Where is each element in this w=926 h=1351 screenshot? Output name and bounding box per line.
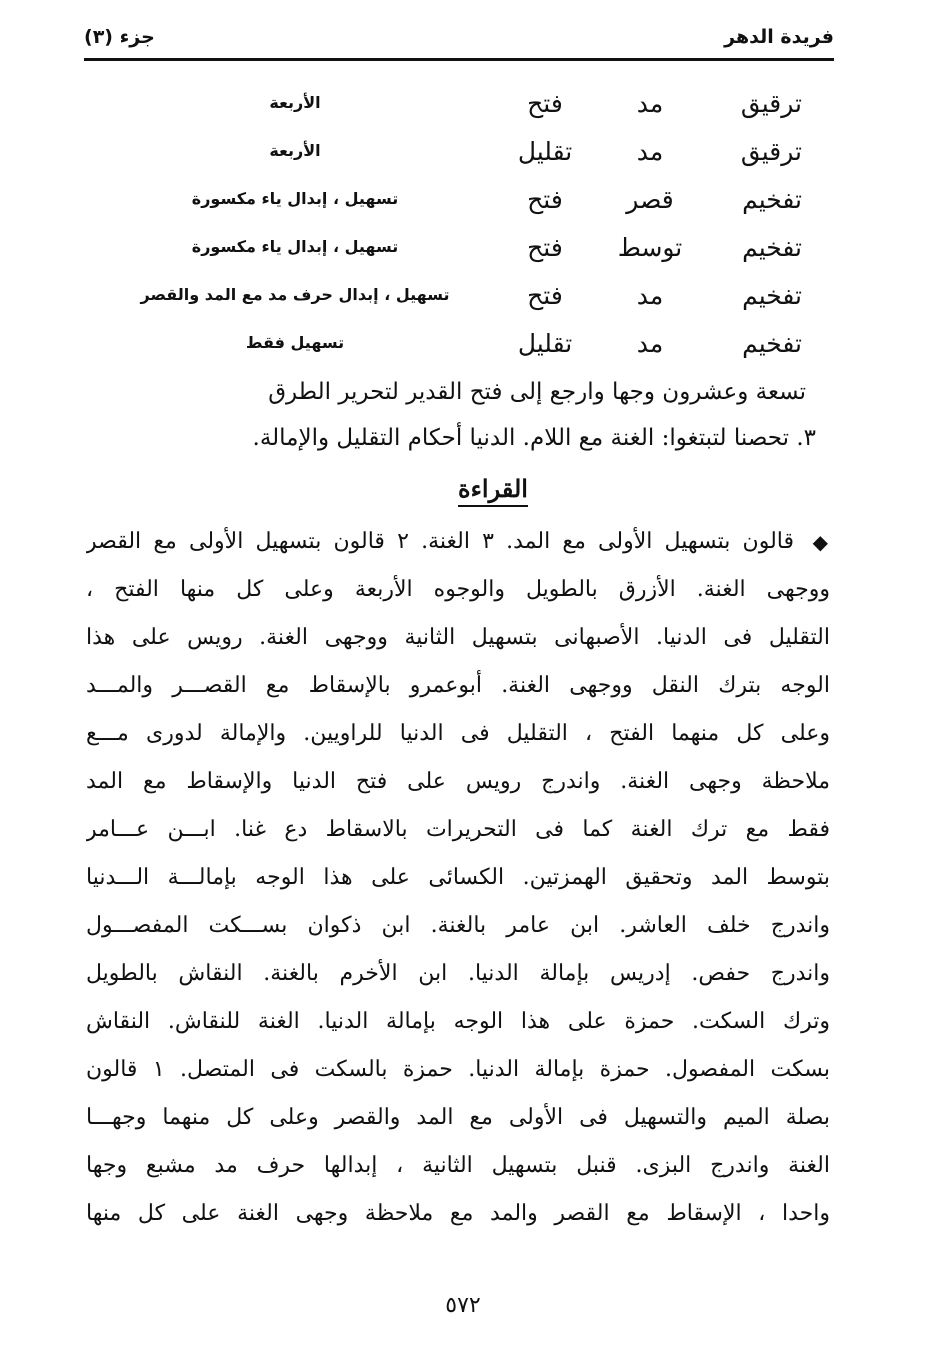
summary-line: تسعة وعشرون وجها وارجع إلى فتح القدير لتحرير الطرق [268, 379, 806, 405]
table-cell: تقليل [517, 137, 573, 166]
paragraph-line: ملاحظة وجهى الغنة. واندرج رويس على فتح الدنيا والإسقاط مع المد [86, 769, 830, 794]
table-cell: الأربعة [269, 93, 321, 112]
page-header [84, 22, 834, 61]
table-cell: تسهيل ، إبدال ياء مكسورة [191, 189, 399, 208]
table-cell: تسهيل ، إبدال حرف مد مع المد والقصر [140, 285, 450, 304]
body-paragraph [86, 518, 830, 1238]
table-row [130, 229, 810, 277]
paragraph-line: واندرج خلف العاشر. ابن عامر بالغنة. ابن ذكوان بســـكت المفصـــول [86, 913, 830, 938]
table-cell: تفخيم [742, 185, 802, 214]
table-cell: الأربعة [269, 141, 321, 160]
table-cell: تفخيم [742, 281, 802, 310]
table-row [130, 277, 810, 325]
table-cell: فتح [527, 185, 563, 214]
table-cell: تسهيل ، إبدال ياء مكسورة [191, 237, 399, 256]
paragraph-line: بسكت المفصول. حمزة بإمالة الدنيا. حمزة بالسكت فى المتصل. ١ قالون [86, 1057, 830, 1082]
paragraph-line: واحدا ، الإسقاط مع القصر والمد مع ملاحظة وجهى الغنة على كل منها [86, 1201, 830, 1226]
table-cell: تفخيم [742, 233, 802, 262]
table-cell: توسط [617, 233, 683, 262]
table-cell: تسهيل فقط [245, 333, 345, 352]
page-number: ٥٧٢ [445, 1293, 481, 1318]
note-line: ٣. تحصنا لتبتغوا: الغنة مع اللام. الدنيا أحكام التقليل والإمالة. [252, 425, 816, 451]
paragraph-line-text: قالون بتسهيل الأولى مع المد. ٣ الغنة. ٢ قالون بتسهيل الأولى مع القصر [86, 529, 794, 554]
table-cell: مد [636, 329, 664, 358]
book-title: فريدة الدهر [724, 26, 834, 48]
paragraph-line [86, 518, 830, 566]
table-cell: فتح [527, 89, 563, 118]
variants-table [130, 85, 810, 373]
table-row [130, 325, 810, 373]
paragraph-line: واندرج حفص. إدريس بإمالة الدنيا. ابن الأخرم بالغنة. النقاش بالطويل [86, 961, 830, 986]
table-cell: قصر [626, 185, 674, 214]
table-row [130, 181, 810, 229]
paragraph-line: التقليل فى الدنيا. الأصبهانى بتسهيل الثانية ووجهى الغنة. رويس على هذا [86, 625, 830, 650]
paragraph-line: وترك السكت. حمزة على هذا الوجه بإمالة الدنيا. الغنة للنقاش. النقاش [86, 1009, 830, 1034]
table-row [130, 85, 810, 133]
paragraph-line: فقط مع ترك الغنة كما فى التحريرات بالاسقاط دع غنا. ابـــن عـــامر [86, 817, 830, 842]
section-title [0, 474, 926, 507]
table-cell: تقليل [517, 329, 573, 358]
table-cell: مد [636, 137, 664, 166]
table-cell: مد [636, 281, 664, 310]
table-cell: فتح [527, 233, 563, 262]
paragraph-line: الغنة واندرج البزى. قنبل بتسهيل الثانية ، إبدالها حرف مد مشبع وجها [86, 1153, 830, 1178]
table-cell: فتح [527, 281, 563, 310]
table-cell: ترقيق [740, 89, 802, 118]
paragraph-line: بصلة الميم والتسهيل فى الأولى مع المد والقصر وعلى كل منهما وجهـــا [86, 1105, 830, 1130]
section-title-text: القراءة [458, 474, 528, 507]
part-label: جزء (٣) [84, 26, 155, 48]
table-cell: مد [636, 89, 664, 118]
table-cell: تفخيم [742, 329, 802, 358]
table-cell: ترقيق [740, 137, 802, 166]
paragraph-line: ووجهى الغنة. الأزرق بالطويل والوجوه الأربعة وعلى كل منها الفتح ، [86, 577, 830, 602]
diamond-bullet-icon: ◆ [812, 530, 828, 554]
paragraph-line: بتوسط المد وتحقيق الهمزتين. الكسائى على هذا الوجه بإمالـــة الـــدنيا [86, 865, 830, 890]
paragraph-line: وعلى كل منهما الفتح ، التقليل فى الدنيا للراويين. والإمالة لدورى مـــع [86, 721, 830, 746]
paragraph-line: الوجه بترك النقل ووجهى الغنة. أبوعمرو بالإسقاط مع القصـــر والمـــد [86, 673, 830, 698]
table-row [130, 133, 810, 181]
